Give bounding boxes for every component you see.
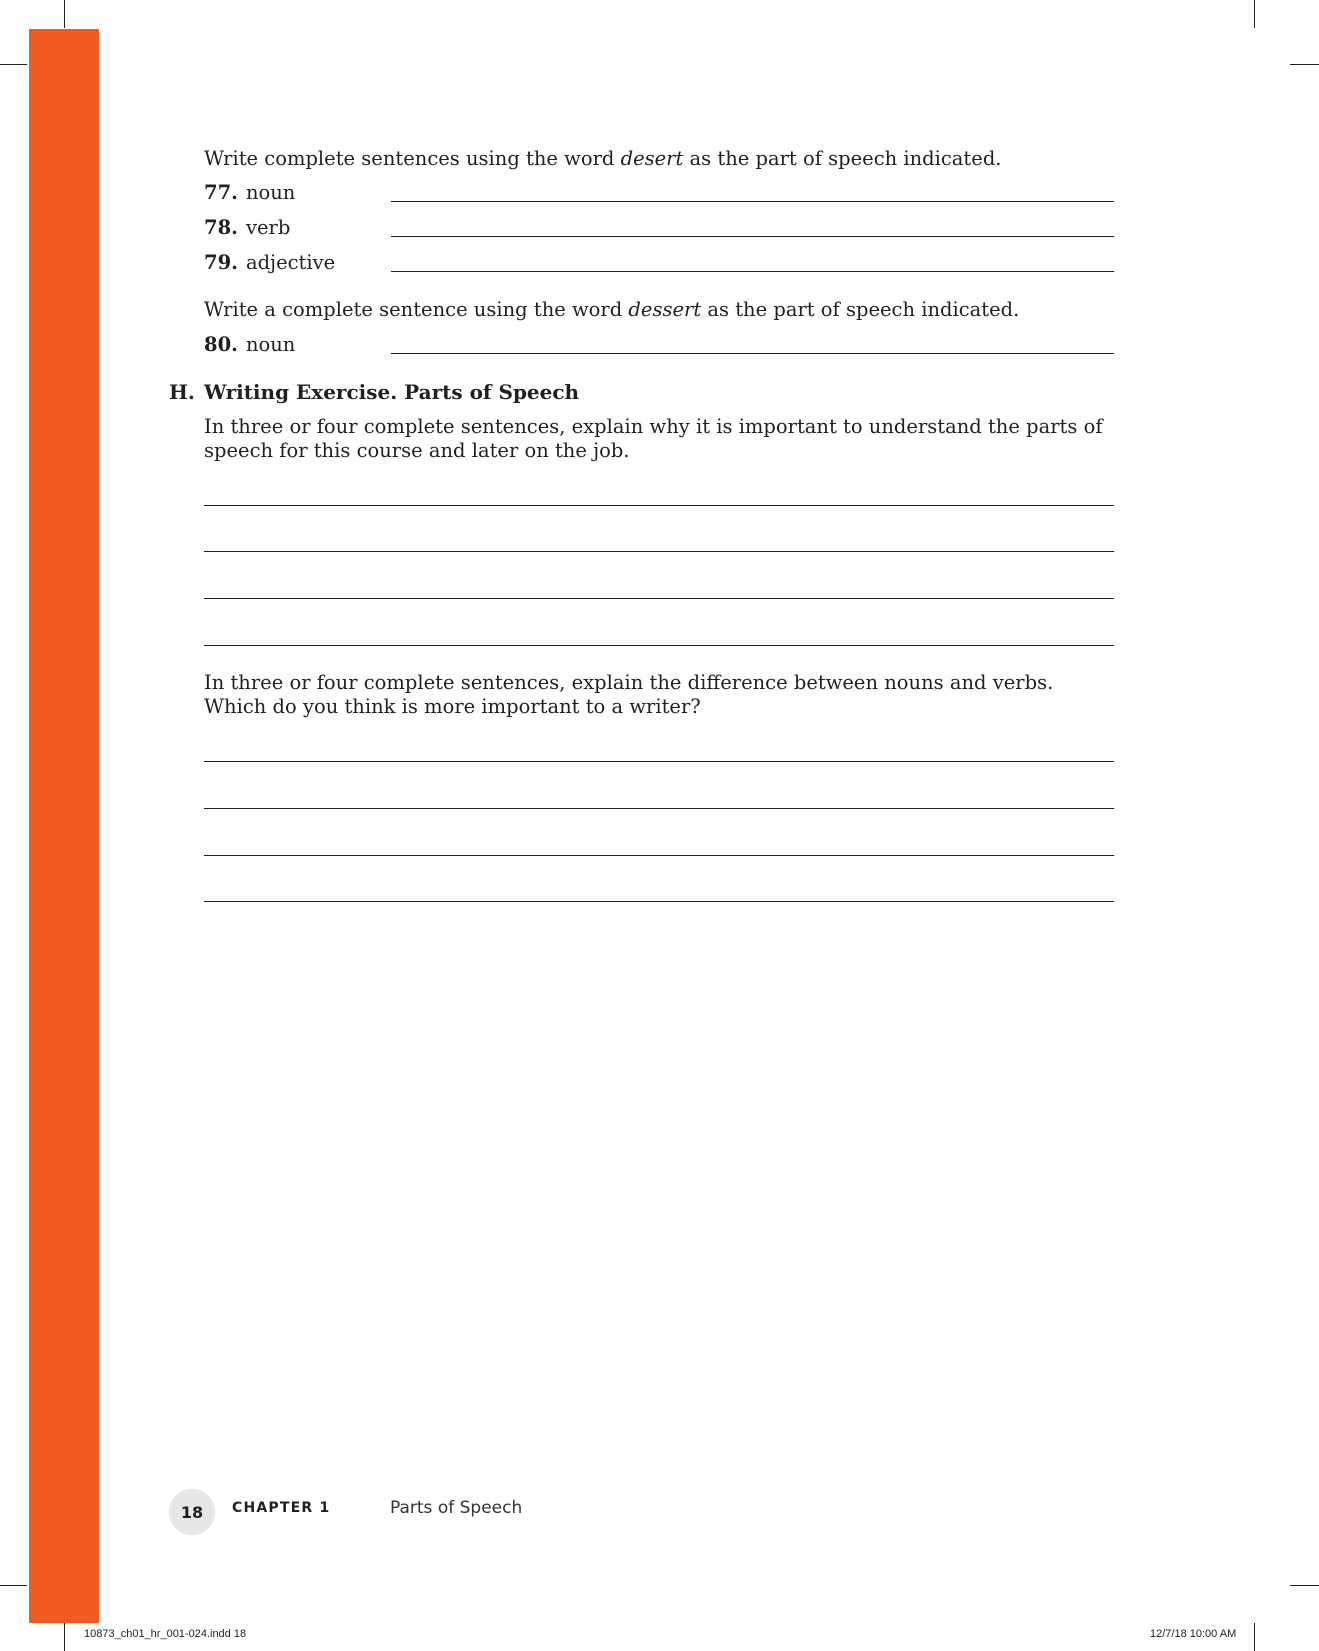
item-80: 80. noun xyxy=(204,333,296,356)
crop-mark-top-right-horizontal xyxy=(1290,64,1319,65)
footer-chapter-label: CHAPTER 1 xyxy=(232,1500,331,1516)
crop-mark-bottom-right-horizontal xyxy=(1290,1585,1319,1586)
slug-date: 12/7/18 10:00 AM xyxy=(1150,1628,1237,1640)
orange-side-bar xyxy=(29,29,99,1623)
instruction-desert: Write complete sentences using the word desert as the part of speech indicated. xyxy=(204,147,1002,170)
writing-line-8[interactable] xyxy=(204,901,1114,902)
writing-line-5[interactable] xyxy=(204,761,1114,762)
item-79: 79. adjective xyxy=(204,251,336,274)
writing-line-7[interactable] xyxy=(204,855,1114,856)
page-number-badge: 18 xyxy=(169,1489,215,1535)
footer-chapter-title: Parts of Speech xyxy=(390,1498,523,1518)
crop-mark-top-right-vertical xyxy=(1254,0,1255,28)
crop-mark-top-left-horizontal xyxy=(0,64,27,65)
answer-line-79[interactable] xyxy=(391,271,1114,272)
section-h-heading: H. Writing Exercise. Parts of Speech xyxy=(169,380,580,404)
writing-line-1[interactable] xyxy=(204,505,1114,506)
crop-mark-bottom-right-vertical xyxy=(1254,1623,1255,1651)
item-78: 78. verb xyxy=(204,216,291,239)
item-77: 77. noun xyxy=(204,181,296,204)
writing-line-4[interactable] xyxy=(204,645,1114,646)
answer-line-80[interactable] xyxy=(391,353,1114,354)
writing-line-3[interactable] xyxy=(204,598,1114,599)
prompt-parts-of-speech: In three or four complete sentences, explain why it is important to understand the parts of speech for this course and later on the job. xyxy=(204,415,1103,462)
answer-line-77[interactable] xyxy=(391,201,1114,202)
crop-mark-bottom-left-vertical xyxy=(64,1623,65,1651)
prompt-nouns-verbs: In three or four complete sentences, explain the difference between nouns and verbs. Which do you think is more important to a writer? xyxy=(204,671,1054,718)
crop-mark-top-left-vertical xyxy=(64,0,65,28)
crop-mark-bottom-left-horizontal xyxy=(0,1585,27,1586)
writing-line-6[interactable] xyxy=(204,808,1114,809)
answer-line-78[interactable] xyxy=(391,236,1114,237)
writing-line-2[interactable] xyxy=(204,551,1114,552)
instruction-dessert: Write a complete sentence using the word dessert as the part of speech indicated. xyxy=(204,298,1020,321)
slug-file-name: 10873_ch01_hr_001-024.indd 18 xyxy=(84,1628,247,1640)
